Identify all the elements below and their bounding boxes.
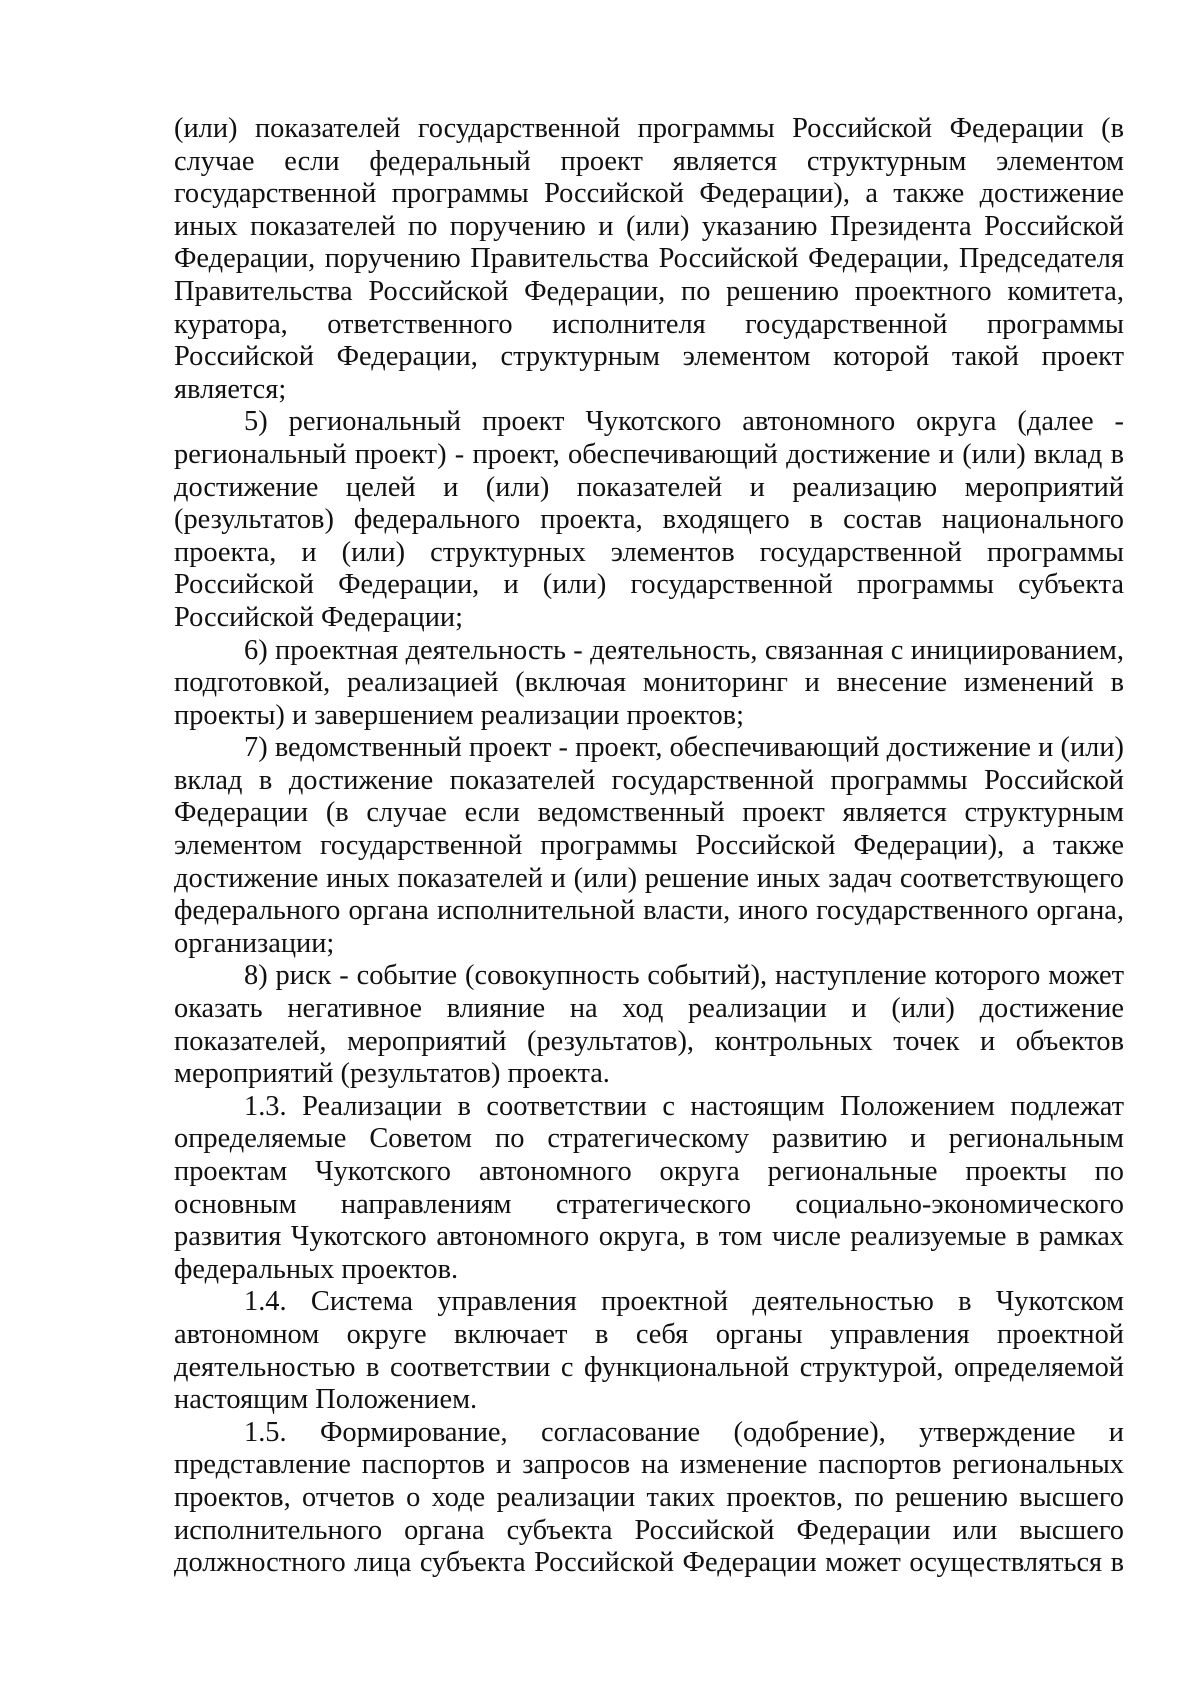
paragraph-definition-6: 6) проектная деятельность - деятельность, связанная с инициированием, подготовкой, реализацией (включая мониторинг и внесение изменений в проекты) и завершением реализации проектов;	[174, 634, 1124, 731]
document-page	[174, 113, 1124, 1580]
paragraph-definition-5: 5) региональный проект Чукотского автономного округа (далее - региональный проект) - проект, обеспечивающий достижение и (или) вклад в достижение целей и (или) показателей и реализацию мероприятий (результатов) федерального проекта, входящего в состав национального проекта, и (или) структурных элементов государственной программы Российской Федерации, и (или) государственной программы субъекта Российской Федерации;	[174, 406, 1124, 633]
paragraph-definition-4-continuation: (или) показателей государственной программы Российской Федерации (в случае если федеральный проект является структурным элементом государственной программы Российской Федерации), а также достижение иных показателей по поручению и (или) указанию Президента Российской Федерации, поручению Правительства Российской Федерации, Председателя Правительства Российской Федерации, по решению проектного комитета, куратора, ответственного исполнителя государственной программы Российской Федерации, структурным элементом которой такой проект является;	[174, 113, 1124, 405]
paragraph-section-1-4: 1.4. Система управления проектной деятельностью в Чукотском автономном округе включает в себя органы управления проектной деятельностью в соответствии с функциональной структурой, определяемой настоящим Положением.	[174, 1286, 1124, 1416]
paragraph-section-1-3: 1.3. Реализации в соответствии с настоящим Положением подлежат определяемые Советом по стратегическому развитию и региональным проектам Чукотского автономного округа региональные проекты по основным направлениям стратегического социально-экономического развития Чукотского автономного округа, в том числе реализуемые в рамках федеральных проектов.	[174, 1090, 1124, 1285]
paragraph-definition-8: 8) риск - событие (совокупность событий), наступление которого может оказать негативное влияние на ход реализации и (или) достижение показателей, мероприятий (результатов), контрольных точек и объектов мероприятий (результатов) проекта.	[174, 960, 1124, 1090]
paragraph-definition-7: 7) ведомственный проект - проект, обеспечивающий достижение и (или) вклад в достижение показателей государственной программы Российской Федерации (в случае если ведомственный проект является структурным элементом государственной программы Российской Федерации), а также достижение иных показателей и (или) решение иных задач соответствующего федерального органа исполнительной власти, иного государственного органа, организации;	[174, 732, 1124, 959]
paragraph-section-1-5: 1.5. Формирование, согласование (одобрение), утверждение и представление паспортов и запросов на изменение паспортов региональных проектов, отчетов о ходе реализации таких проектов, по решению высшего исполнительного органа субъекта Российской Федерации или высшего должностного лица субъекта Российской Федерации может осуществляться в	[174, 1416, 1124, 1579]
